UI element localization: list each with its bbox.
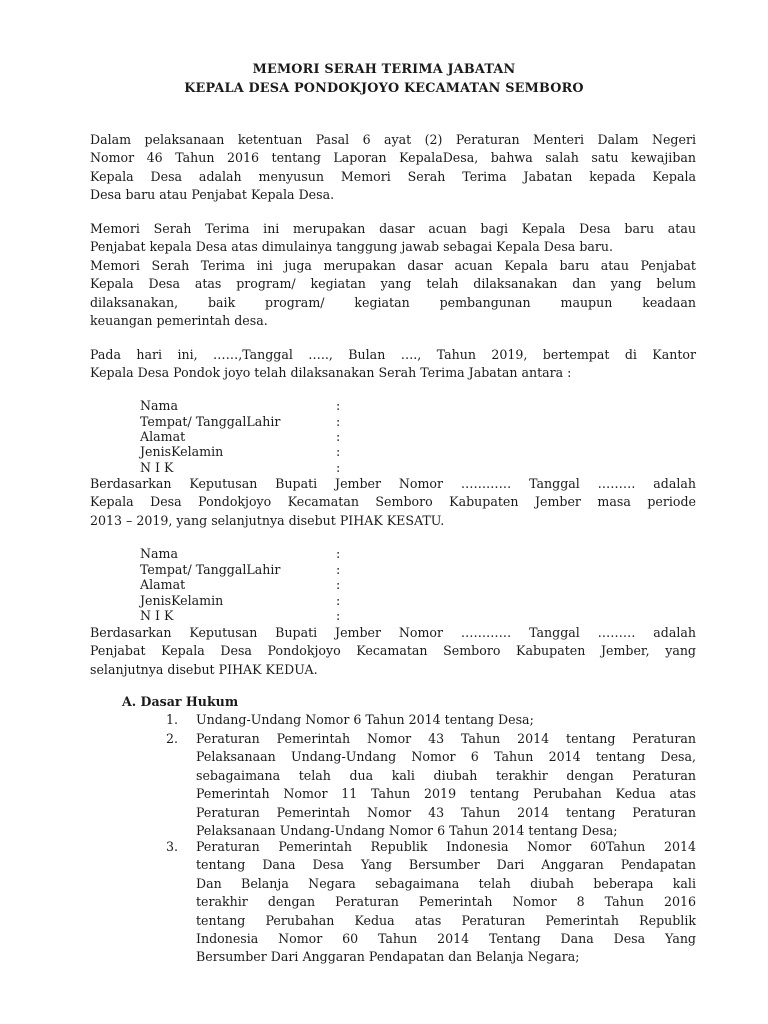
list-item-line: Pemerintah Nomor 11 Tahun 2019 tentang Perubahan Kedua atas: [196, 786, 696, 802]
list-item: [196, 730, 696, 840]
list-item-line: Undang-Undang Nomor 6 Tahun 2014 tentang Desa;: [196, 712, 534, 727]
field-colon: :: [336, 546, 341, 561]
field-label: JenisKelamin: [140, 593, 224, 608]
field-colon: :: [336, 444, 341, 459]
field-label: N I K: [140, 460, 174, 475]
paragraph-line: Memori Serah Terima ini juga merupakan dasar acuan Kepala baru atau Penjabat: [90, 257, 696, 273]
field-colon: :: [336, 577, 341, 592]
list-item-number: 1.: [166, 712, 179, 727]
paragraph-line: Dalam pelaksanaan ketentuan Pasal 6 ayat (2) Peraturan Menteri Dalam Negeri: [90, 132, 696, 147]
field-label: Alamat: [140, 577, 186, 592]
paragraph-line: Penjabat Kepala Desa Pondokjoyo Kecamatan Semboro Kabupaten Jember, yang: [90, 643, 696, 659]
list-item-line: tentang Perubahan Kedua atas Peraturan Pemerintah Republik: [196, 912, 696, 928]
list-item-line: Bersumber Dari Anggaran Pendapatan dan Belanja Negara;: [196, 949, 580, 965]
list-item-number: 2.: [166, 731, 179, 746]
list-item-line: Indonesia Nomor 60 Tahun 2014 Tentang Dana Desa Yang: [196, 931, 696, 947]
field-label: Alamat: [140, 429, 186, 444]
paragraph-line: keuangan pemerintah desa.: [90, 313, 268, 329]
field-label: Tempat/ TanggalLahir: [140, 562, 281, 577]
field-colon: :: [336, 429, 341, 444]
field-colon: :: [336, 414, 341, 429]
field-colon: :: [336, 608, 341, 623]
paragraph-line: Kepala Desa Pondok joyo telah dilaksanakan Serah Terima Jabatan antara :: [90, 365, 572, 381]
list-item-line: Dan Belanja Negara sebagaimana telah diubah beberapa kali: [196, 875, 696, 891]
field-colon: :: [336, 593, 341, 608]
list-item-line: Pelaksanaan Undang-Undang Nomor 6 Tahun 2014 tentang Desa,: [196, 749, 696, 765]
list-item-line: Peraturan Pemerintah Nomor 43 Tahun 2014 tentang Peraturan: [196, 804, 696, 820]
paragraph-line: selanjutnya disebut PIHAK KEDUA.: [90, 661, 318, 677]
paragraph-line: Pada hari ini, ……,Tanggal ….., Bulan …., Tahun 2019, bertempat di Kantor: [90, 347, 696, 362]
field-label: N I K: [140, 608, 174, 623]
list-item-line: Peraturan Pemerintah Republik Indonesia Nomor 60Tahun 2014: [196, 839, 696, 854]
field-label: Nama: [140, 398, 178, 413]
list-item: [196, 838, 696, 967]
field-label: Nama: [140, 546, 178, 561]
paragraph-pihak-kesatu: [90, 475, 696, 530]
paragraph-line: 2013 – 2019, yang selanjutnya disebut PIHAK KESATU.: [90, 512, 445, 528]
paragraph-line: Penjabat kepala Desa atas dimulainya tanggung jawab sebagai Kepala Desa baru.: [90, 239, 614, 255]
document-subtitle: KEPALA DESA PONDOKJOYO KECAMATAN SEMBORO: [184, 81, 584, 96]
list-item: [196, 711, 696, 729]
paragraph-line: Berdasarkan Keputusan Bupati Jember Nomor ………… Tanggal ……… adalah: [90, 625, 696, 640]
list-item-line: Peraturan Pemerintah Nomor 43 Tahun 2014 tentang Peraturan: [196, 731, 696, 746]
list-item-line: Pelaksanaan Undang-Undang Nomor 6 Tahun 2014 tentang Desa;: [196, 823, 618, 839]
paragraph-line: Kepala Desa adalah menyusun Memori Serah Terima Jabatan kepada Kepala: [90, 168, 696, 184]
paragraph-line: Berdasarkan Keputusan Bupati Jember Nomor ………… Tanggal ……… adalah: [90, 476, 696, 491]
paragraph-intro: [90, 131, 696, 205]
paragraph-pihak-kedua: [90, 624, 696, 679]
paragraph-line: dilaksanakan, baik program/ kegiatan pembangunan maupun keadaan: [90, 294, 696, 310]
field-colon: :: [336, 460, 341, 475]
field-colon: :: [336, 562, 341, 577]
paragraph-line: Kepala Desa Pondokjoyo Kecamatan Semboro Kabupaten Jember masa periode: [90, 494, 696, 510]
field-label: Tempat/ TanggalLahir: [140, 414, 281, 429]
paragraph-line: Nomor 46 Tahun 2016 tentang Laporan KepalaDesa, bahwa salah satu kewajiban: [90, 150, 696, 166]
list-item-number: 3.: [166, 839, 179, 854]
field-label: JenisKelamin: [140, 444, 224, 459]
list-item-line: terakhir dengan Peraturan Pemerintah Nomor 8 Tahun 2016: [196, 894, 696, 910]
paragraph-line: Desa baru atau Penjabat Kepala Desa.: [90, 187, 335, 203]
paragraph-purpose: [90, 220, 696, 330]
list-item-line: sebagaimana telah dua kali diubah terakhir dengan Peraturan: [196, 767, 696, 783]
paragraph-date: [90, 346, 696, 383]
list-item-line: tentang Dana Desa Yang Bersumber Dari Anggaran Pendapatan: [196, 857, 696, 873]
paragraph-line: Memori Serah Terima ini merupakan dasar acuan bagi Kepala Desa baru atau: [90, 221, 696, 236]
section-heading-dasar-hukum: A. Dasar Hukum: [122, 694, 239, 709]
document-title: MEMORI SERAH TERIMA JABATAN: [252, 62, 516, 77]
paragraph-line: Kepala Desa atas program/ kegiatan yang telah dilaksanakan dan yang belum: [90, 276, 696, 292]
field-colon: :: [336, 398, 341, 413]
